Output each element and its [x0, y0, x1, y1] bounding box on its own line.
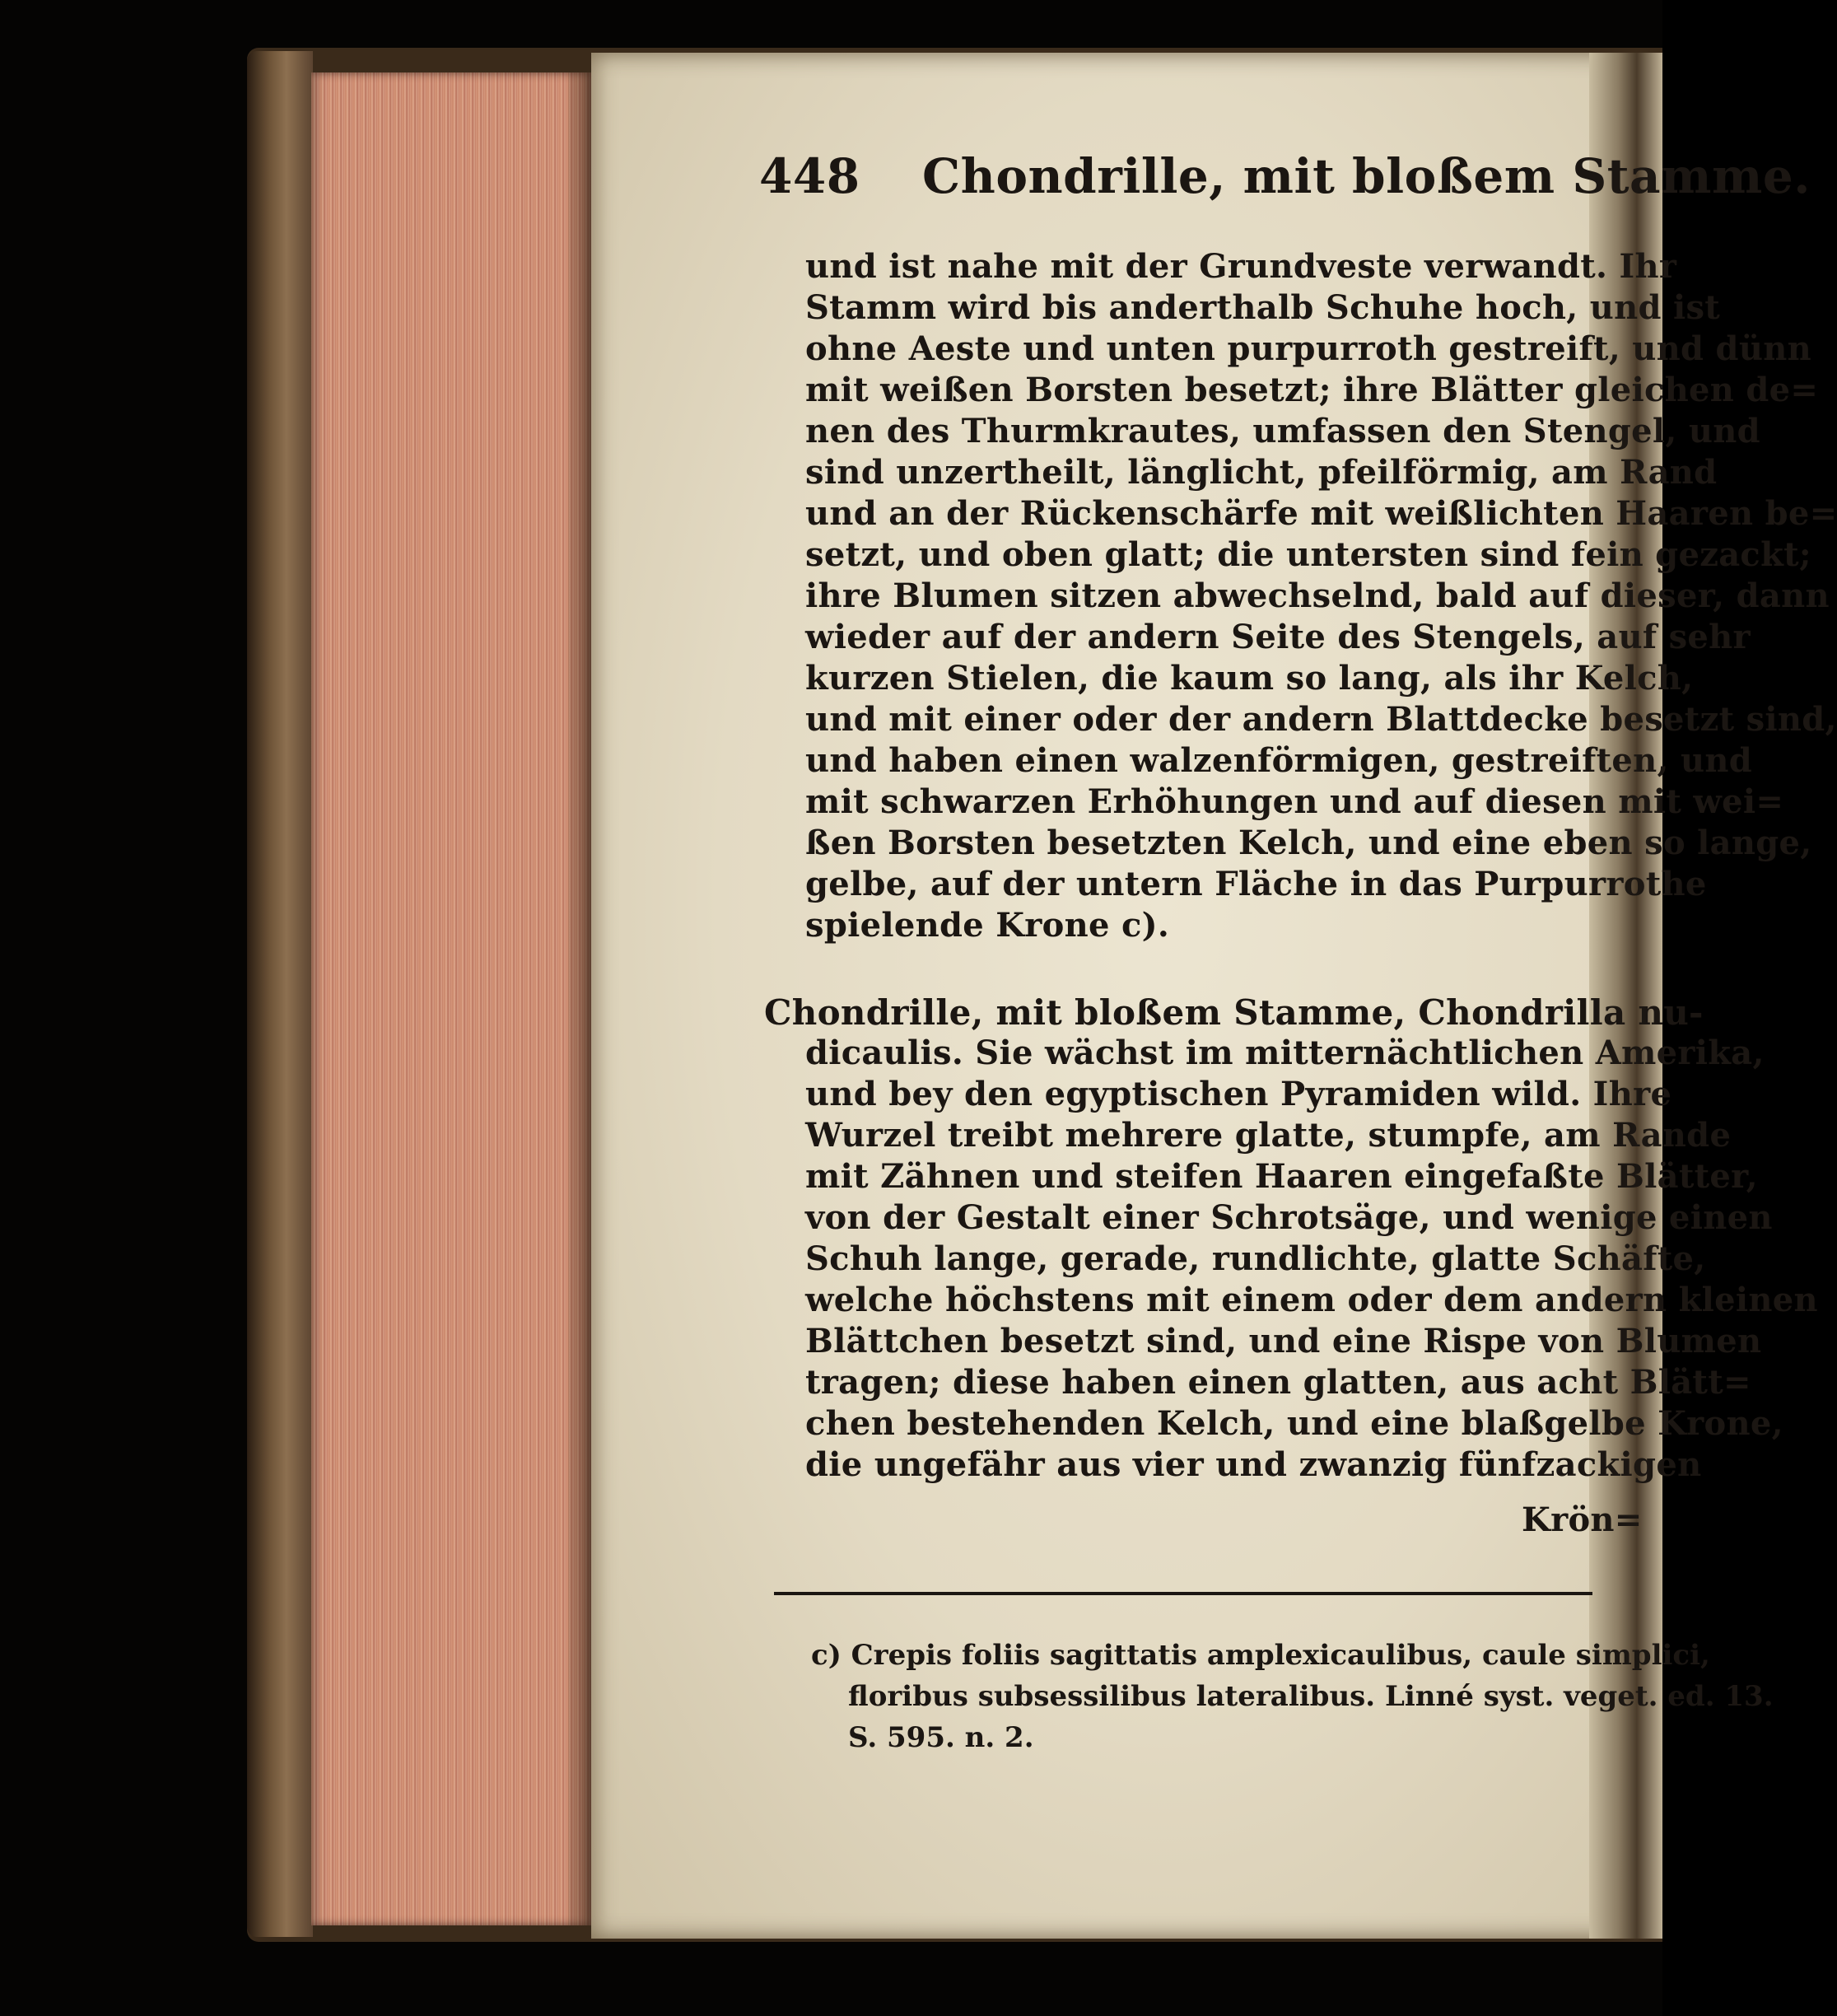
page-number: 448: [759, 148, 860, 204]
text-line: ohne Aeste und unten purpurroth gestreift, und dünn: [805, 329, 1811, 368]
text-line: nen des Thurmkrautes, umfassen den Stengel, und: [805, 412, 1760, 450]
footnote-line: floribus subsessilibus lateralibus. Linné syst. veget. ed. 13.: [848, 1680, 1774, 1713]
footnote-line: c) Crepis foliis sagittatis amplexicaulibus, caule simplici,: [811, 1639, 1710, 1672]
text-line: tragen; diese haben einen glatten, aus acht Blätt=: [805, 1363, 1751, 1402]
text-line: ßen Borsten besetzten Kelch, und eine eben so lange,: [805, 824, 1812, 862]
text-line: ihre Blumen sitzen abwechselnd, bald auf dieser, dann: [805, 576, 1830, 615]
text-line: Stamm wird bis anderthalb Schuhe hoch, und ist: [805, 288, 1721, 327]
text-line: sind unzertheilt, länglicht, pfeilförmig, am Rand: [805, 453, 1718, 492]
text-line: kurzen Stielen, die kaum so lang, als ihr Kelch,: [805, 659, 1694, 698]
catchword: Krön=: [1522, 1500, 1643, 1539]
text-line: mit schwarzen Erhöhungen und auf diesen mit wei=: [805, 782, 1784, 821]
red-page-edges: [311, 72, 591, 1925]
running-head: Chondrille, mit bloßem Stamme.: [921, 148, 1811, 204]
text-line: Schuh lange, gerade, rundlichte, glatte Schäfte,: [805, 1239, 1706, 1278]
text-line: spielende Krone c).: [805, 906, 1170, 945]
text-line: und mit einer oder der andern Blattdecke besetzt sind,: [805, 700, 1837, 739]
text-line: setzt, und oben glatt; die untersten sind fein gezackt;: [805, 535, 1811, 574]
footnote-rule: [774, 1592, 1592, 1595]
footnote-line: S. 595. n. 2.: [848, 1721, 1034, 1754]
text-line: und ist nahe mit der Grundveste verwandt. Ihr: [805, 247, 1677, 286]
text-line: und bey den egyptischen Pyramiden wild. Ihre: [805, 1075, 1672, 1113]
text-line: dicaulis. Sie wächst im mitternächtlichen Amerika,: [805, 1034, 1765, 1072]
page-header: [759, 148, 1811, 204]
text-line: Chondrille, mit bloßem Stamme, Chondrilla nu-: [764, 992, 1704, 1033]
text-line: von der Gestalt einer Schrotsäge, und wenige einen: [805, 1198, 1773, 1237]
text-line: Wurzel treibt mehrere glatte, stumpfe, am Rande: [805, 1116, 1732, 1155]
text-line: wieder auf der andern Seite des Stengels, auf sehr: [805, 618, 1751, 656]
text-line: mit weißen Borsten besetzt; ihre Blätter gleichen de=: [805, 371, 1819, 409]
text-line: und haben einen walzenförmigen, gestreiften, und: [805, 741, 1753, 780]
text-line: chen bestehenden Kelch, und eine blaßgelbe Krone,: [805, 1404, 1783, 1443]
book-spine: [247, 51, 313, 1937]
text-line: mit Zähnen und steifen Haaren eingefaßte Blätter,: [805, 1157, 1758, 1196]
text-line: gelbe, auf der untern Fläche in das Purpurrothe: [805, 865, 1707, 903]
text-line: welche höchstens mit einem oder dem andern kleinen: [805, 1281, 1818, 1319]
text-line: Blättchen besetzt sind, und eine Rispe von Blumen: [805, 1322, 1762, 1360]
text-line: die ungefähr aus vier und zwanzig fünfzackigen: [805, 1445, 1702, 1484]
text-line: und an der Rückenschärfe mit weißlichten Haaren be=: [805, 494, 1837, 533]
